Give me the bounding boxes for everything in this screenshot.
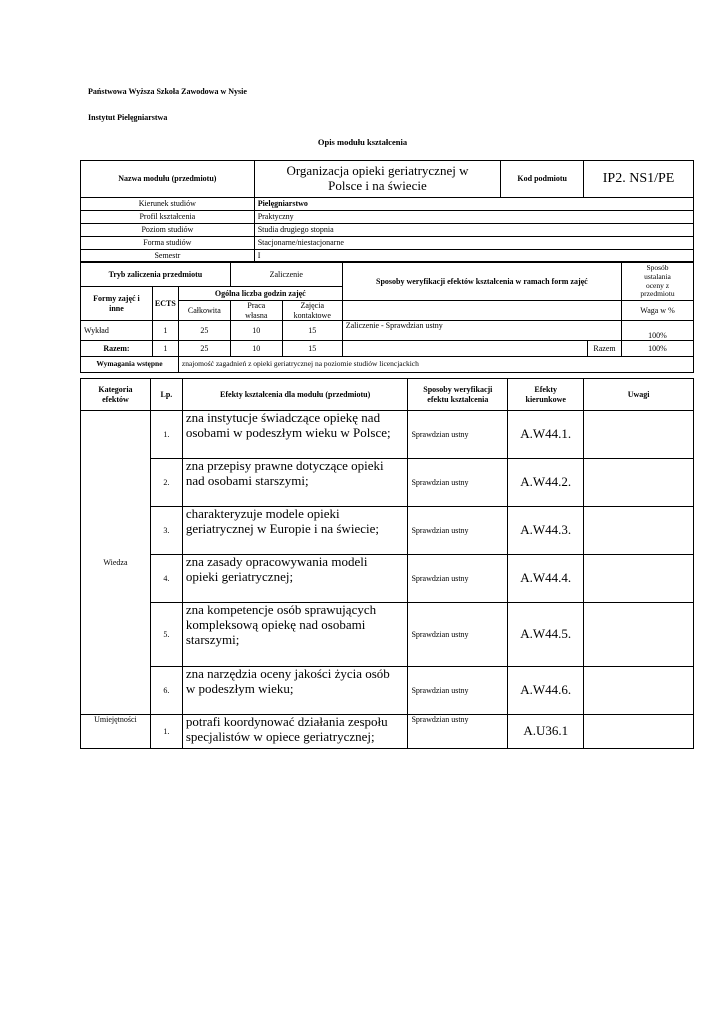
institute-name: Instytut Pielęgniarstwa — [88, 113, 168, 122]
effect-remarks — [584, 715, 694, 749]
table-row — [81, 603, 694, 667]
effect-lp: 3. — [150, 507, 182, 555]
info-label: Forma studiów — [81, 237, 255, 250]
effect-lp: 5. — [150, 603, 182, 667]
hours-label: Ogólna liczba godzin zajęć — [178, 287, 342, 301]
module-info-table — [80, 160, 694, 262]
total-label-2: Razem — [588, 341, 622, 357]
university-name: Państwowa Wyższa Szkoła Zawodowa w Nysie — [88, 87, 247, 96]
effect-method: Sprawdzian ustny — [408, 555, 508, 603]
effect-remarks — [584, 667, 694, 715]
effect-method: Sprawdzian ustny — [408, 459, 508, 507]
info-value: Stacjonarne/niestacjonarne — [254, 237, 693, 250]
effect-code: A.W44.4. — [508, 555, 584, 603]
category-header: Kategoria efektów — [81, 379, 151, 411]
info-value: I — [254, 250, 693, 262]
grade-method-label: Sposób ustalania oceny z przedmiotu — [622, 263, 694, 301]
prerequisites-label: Wymagania wstępne — [81, 357, 179, 373]
effect-remarks — [584, 411, 694, 459]
table-row — [81, 411, 694, 459]
effect-method: Sprawdzian ustny — [408, 715, 508, 749]
total-hours-label: Całkowita — [178, 301, 230, 321]
lecture-contact: 15 — [282, 321, 342, 341]
effect-code: A.W44.2. — [508, 459, 584, 507]
total-ects: 1 — [152, 341, 178, 357]
effect-lp: 1. — [150, 411, 182, 459]
total-weight: 100% — [622, 341, 694, 357]
effect-code: A.W44.6. — [508, 667, 584, 715]
effect-remarks — [584, 459, 694, 507]
effect-lp: 2. — [150, 459, 182, 507]
info-label: Semestr — [81, 250, 255, 262]
total-label: Razem: — [81, 341, 153, 357]
effect-remarks — [584, 603, 694, 667]
effect-lp: 6. — [150, 667, 182, 715]
table-row — [81, 507, 694, 555]
info-label: Profil kształcenia — [81, 211, 255, 224]
total-hours: 25 — [178, 341, 230, 357]
module-code: IP2. NS1/PE — [584, 161, 694, 198]
total-contact: 15 — [282, 341, 342, 357]
effect-text: zna narzędzia oceny jakości życia osób w podeszłym wieku; — [182, 667, 408, 715]
lecture-total: 25 — [178, 321, 230, 341]
info-value: Pielęgniarstwo — [254, 198, 693, 211]
knowledge-category: Wiedza — [81, 411, 151, 715]
remarks-header: Uwagi — [584, 379, 694, 411]
tryb-label: Tryb zaliczenia przedmiotu — [81, 263, 231, 287]
skills-category: Umiejętności — [81, 715, 151, 749]
effect-lp: 4. — [150, 555, 182, 603]
learning-effects-table — [80, 378, 694, 749]
total-own: 10 — [230, 341, 282, 357]
effects-header: Efekty kształcenia dla modułu (przedmiotu) — [182, 379, 408, 411]
info-value: Studia drugiego stopnia — [254, 224, 693, 237]
own-work-label: Praca własna — [230, 301, 282, 321]
verification-header: Sposoby weryfikacji efektu kształcenia — [408, 379, 508, 411]
directional-effects-header: Efekty kierunkowe — [508, 379, 584, 411]
module-code-label: Kod podmiotu — [501, 161, 584, 198]
module-name-label: Nazwa modułu (przedmiotu) — [81, 161, 255, 198]
lp-header: Lp. — [150, 379, 182, 411]
effect-method: Sprawdzian ustny — [408, 667, 508, 715]
contact-hours-label: Zajęcia kontaktowe — [282, 301, 342, 321]
info-label: Poziom studiów — [81, 224, 255, 237]
effect-code: A.U36.1 — [508, 715, 584, 749]
lecture-weight: 100% — [622, 321, 694, 341]
forms-label: Formy zajęć i inne — [81, 287, 153, 321]
effect-text: charakteryzuje modele opieki geriatrycznej w Europie i na świecie; — [182, 507, 408, 555]
lecture-form: Wykład — [81, 321, 153, 341]
info-value: Praktyczny — [254, 211, 693, 224]
info-label: Kierunek studiów — [81, 198, 255, 211]
effect-remarks — [584, 507, 694, 555]
effect-text: zna zasady opracowywania modeli opieki geriatrycznej; — [182, 555, 408, 603]
effect-text: zna przepisy prawne dotyczące opieki nad osobami starszymi; — [182, 459, 408, 507]
effect-text: potrafi koordynować działania zespołu specjalistów w opiece geriatrycznej; — [182, 715, 408, 749]
document-title: Opis modułu kształcenia — [317, 137, 408, 147]
table-row — [81, 715, 694, 749]
effect-method: Sprawdzian ustny — [408, 507, 508, 555]
effect-text: zna instytucje świadczące opiekę nad osobami w podeszłym wieku w Polsce; — [182, 411, 408, 459]
verification-methods-label: Sposoby weryfikacji efektów kształcenia w ramach form zajęć — [342, 263, 621, 301]
effect-code: A.W44.1. — [508, 411, 584, 459]
class-forms-table — [80, 262, 694, 373]
tryb-value: Zaliczenie — [230, 263, 342, 287]
lecture-ects: 1 — [152, 321, 178, 341]
lecture-verification: Zaliczenie - Sprawdzian ustny — [342, 321, 621, 341]
effect-code: A.W44.5. — [508, 603, 584, 667]
module-name: Organizacja opieki geriatrycznej w Polsce i na świecie — [254, 161, 501, 198]
effect-remarks — [584, 555, 694, 603]
table-row — [81, 459, 694, 507]
weight-label: Waga w % — [622, 301, 694, 321]
effect-lp: 1. — [150, 715, 182, 749]
effect-text: zna kompetencje osób sprawujących kompleksową opiekę nad osobami starszymi; — [182, 603, 408, 667]
table-row — [81, 555, 694, 603]
table-row — [81, 667, 694, 715]
prerequisites-value: znajomość zagadnień z opieki geriatrycznej na poziomie studiów licencjackich — [178, 357, 693, 373]
effect-method: Sprawdzian ustny — [408, 411, 508, 459]
lecture-own: 10 — [230, 321, 282, 341]
ects-label: ECTS — [152, 287, 178, 321]
effect-code: A.W44.3. — [508, 507, 584, 555]
effect-method: Sprawdzian ustny — [408, 603, 508, 667]
